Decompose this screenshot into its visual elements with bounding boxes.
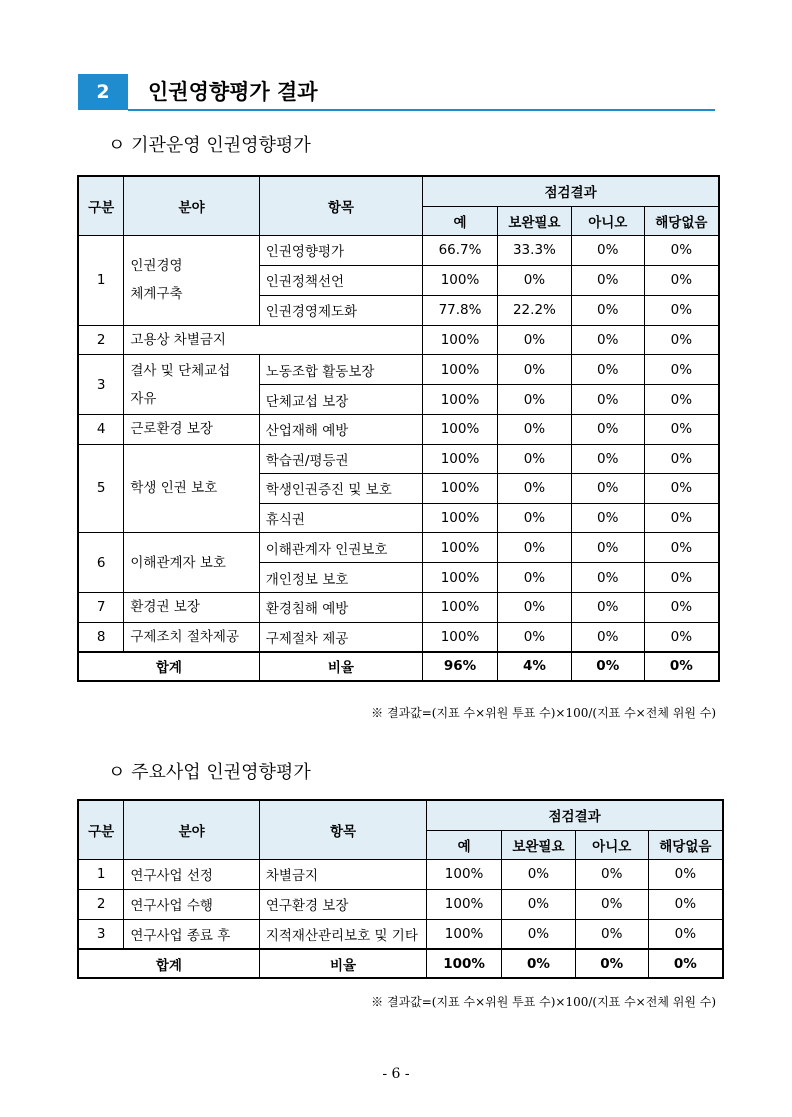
total-na: 0%	[644, 652, 719, 681]
table-row	[78, 355, 719, 385]
row-no: 0%	[571, 563, 644, 593]
row-yes: 100%	[423, 385, 498, 415]
total-label: 합계	[78, 949, 259, 978]
row-number: 3	[78, 355, 124, 415]
row-na: 0%	[644, 265, 719, 295]
section-header	[78, 74, 715, 112]
row-supplement: 0%	[502, 889, 576, 919]
row-yes: 100%	[423, 325, 498, 355]
page-number: - 6 -	[382, 1066, 410, 1082]
table-row	[78, 235, 719, 265]
row-item: 단체교섭 보장	[259, 385, 422, 415]
row-field: 인권경영 체계구축	[124, 235, 259, 325]
table1-subtitle: ㅇ 기관운영 인권영향평가	[108, 135, 311, 156]
row-field: 결사 및 단체교섭 자유	[124, 355, 259, 415]
row-no: 0%	[571, 265, 644, 295]
org-operation-table	[77, 175, 720, 682]
row-supplement: 0%	[497, 444, 571, 474]
row-number: 8	[78, 622, 124, 652]
row-item: 학습권/평등권	[259, 444, 422, 474]
row-item: 환경침해 예방	[259, 593, 422, 623]
row-supplement: 0%	[497, 355, 571, 385]
row-item: 구제절차 제공	[259, 622, 422, 652]
header-field: 분야	[124, 800, 259, 859]
table-row	[78, 859, 723, 889]
row-item: 학생인권증진 및 보호	[259, 474, 422, 504]
total-yes: 100%	[427, 949, 502, 978]
row-field: 이해관계자 보호	[124, 533, 259, 593]
row-field: 구제조치 절차제공	[124, 622, 259, 652]
header-field: 분야	[124, 176, 259, 235]
row-yes: 77.8%	[423, 295, 498, 325]
table2-subtitle: ㅇ 주요사업 인권영향평가	[108, 762, 311, 783]
row-field: 연구사업 수행	[124, 889, 259, 919]
row-item: 개인정보 보호	[259, 563, 422, 593]
row-yes: 100%	[423, 503, 498, 533]
header-yes: 예	[423, 206, 498, 235]
header-result: 점검결과	[427, 800, 723, 830]
row-no: 0%	[571, 235, 644, 265]
row-field: 환경권 보장	[124, 593, 259, 623]
row-yes: 100%	[423, 622, 498, 652]
major-projects-table	[77, 799, 724, 979]
table-row	[78, 325, 719, 355]
row-number: 6	[78, 533, 124, 593]
row-number: 5	[78, 444, 124, 533]
header-supplement: 보완필요	[497, 206, 571, 235]
row-no: 0%	[575, 859, 648, 889]
row-field: 연구사업 종료 후	[124, 919, 259, 949]
row-field: 고용상 차별금지	[124, 325, 423, 355]
row-na: 0%	[644, 415, 719, 445]
row-no: 0%	[575, 889, 648, 919]
row-supplement: 0%	[497, 325, 571, 355]
row-item: 지적재산관리보호 및 기타	[259, 919, 426, 949]
row-supplement: 0%	[497, 415, 571, 445]
row-item: 휴식권	[259, 503, 422, 533]
row-yes: 66.7%	[423, 235, 498, 265]
row-number: 1	[78, 859, 124, 889]
table-row	[78, 593, 719, 623]
row-yes: 100%	[423, 474, 498, 504]
row-item: 노동조합 활동보장	[259, 355, 422, 385]
row-yes: 100%	[423, 563, 498, 593]
row-no: 0%	[571, 385, 644, 415]
header-supplement: 보완필요	[502, 830, 576, 859]
row-no: 0%	[571, 474, 644, 504]
row-supplement: 0%	[502, 859, 576, 889]
row-supplement: 0%	[502, 919, 576, 949]
total-row	[78, 949, 723, 978]
row-item: 인권정책선언	[259, 265, 422, 295]
total-yes: 96%	[423, 652, 498, 681]
total-ratio-label: 비율	[259, 949, 426, 978]
row-item: 이해관계자 인권보호	[259, 533, 422, 563]
row-supplement: 0%	[497, 533, 571, 563]
header-na: 해당없음	[648, 830, 723, 859]
row-yes: 100%	[423, 533, 498, 563]
row-number: 3	[78, 919, 124, 949]
row-item: 인권영향평가	[259, 235, 422, 265]
row-na: 0%	[644, 235, 719, 265]
header-no: 아니오	[571, 206, 644, 235]
row-item: 산업재해 예방	[259, 415, 422, 445]
header-item: 항목	[259, 176, 422, 235]
row-supplement: 0%	[497, 503, 571, 533]
row-field: 학생 인권 보호	[124, 444, 259, 533]
row-supplement: 0%	[497, 385, 571, 415]
total-supplement: 4%	[497, 652, 571, 681]
header-no: 아니오	[575, 830, 648, 859]
row-na: 0%	[644, 385, 719, 415]
row-supplement: 22.2%	[497, 295, 571, 325]
row-item: 차별금지	[259, 859, 426, 889]
row-item: 인권경영제도화	[259, 295, 422, 325]
table-row	[78, 622, 719, 652]
section-title: 인권영향평가 결과	[148, 80, 318, 104]
row-na: 0%	[644, 563, 719, 593]
row-supplement: 0%	[497, 474, 571, 504]
total-no: 0%	[571, 652, 644, 681]
row-yes: 100%	[427, 919, 502, 949]
row-no: 0%	[571, 622, 644, 652]
row-na: 0%	[644, 325, 719, 355]
row-yes: 100%	[423, 265, 498, 295]
row-supplement: 0%	[497, 593, 571, 623]
table-row	[78, 533, 719, 563]
row-no: 0%	[575, 919, 648, 949]
header-result: 점검결과	[423, 176, 719, 206]
row-no: 0%	[571, 415, 644, 445]
row-number: 7	[78, 593, 124, 623]
row-yes: 100%	[427, 889, 502, 919]
row-no: 0%	[571, 355, 644, 385]
row-no: 0%	[571, 325, 644, 355]
row-na: 0%	[648, 859, 723, 889]
header-na: 해당없음	[644, 206, 719, 235]
row-na: 0%	[644, 533, 719, 563]
row-na: 0%	[644, 355, 719, 385]
row-no: 0%	[571, 593, 644, 623]
row-yes: 100%	[423, 355, 498, 385]
table-row	[78, 415, 719, 445]
table-row	[78, 444, 719, 474]
section-divider	[128, 109, 715, 111]
table2-note: ※ 결과값=(지표 수×위원 투표 수)×100/(지표 수×전체 위원 수)	[371, 995, 716, 1009]
row-no: 0%	[571, 295, 644, 325]
section-number: 2	[78, 74, 128, 110]
header-category: 구분	[78, 800, 124, 859]
row-supplement: 0%	[497, 563, 571, 593]
table-row	[78, 889, 723, 919]
header-category: 구분	[78, 176, 124, 235]
total-supplement: 0%	[502, 949, 576, 978]
table-row	[78, 919, 723, 949]
row-na: 0%	[648, 919, 723, 949]
row-na: 0%	[644, 503, 719, 533]
total-ratio-label: 비율	[259, 652, 422, 681]
header-item: 항목	[259, 800, 426, 859]
row-na: 0%	[644, 622, 719, 652]
total-no: 0%	[575, 949, 648, 978]
row-no: 0%	[571, 503, 644, 533]
total-label: 합계	[78, 652, 259, 681]
row-yes: 100%	[423, 415, 498, 445]
row-no: 0%	[571, 533, 644, 563]
row-na: 0%	[644, 444, 719, 474]
row-item: 연구환경 보장	[259, 889, 426, 919]
row-number: 4	[78, 415, 124, 445]
row-field: 근로환경 보장	[124, 415, 259, 445]
row-yes: 100%	[427, 859, 502, 889]
header-yes: 예	[427, 830, 502, 859]
row-number: 1	[78, 235, 124, 325]
row-no: 0%	[571, 444, 644, 474]
row-field: 연구사업 선정	[124, 859, 259, 889]
total-row	[78, 652, 719, 681]
row-na: 0%	[644, 593, 719, 623]
row-supplement: 0%	[497, 265, 571, 295]
row-supplement: 33.3%	[497, 235, 571, 265]
row-na: 0%	[644, 295, 719, 325]
row-number: 2	[78, 889, 124, 919]
row-na: 0%	[644, 474, 719, 504]
row-supplement: 0%	[497, 622, 571, 652]
row-na: 0%	[648, 889, 723, 919]
row-number: 2	[78, 325, 124, 355]
table1-note: ※ 결과값=(지표 수×위원 투표 수)×100/(지표 수×전체 위원 수)	[371, 706, 716, 720]
row-yes: 100%	[423, 444, 498, 474]
row-yes: 100%	[423, 593, 498, 623]
total-na: 0%	[648, 949, 723, 978]
